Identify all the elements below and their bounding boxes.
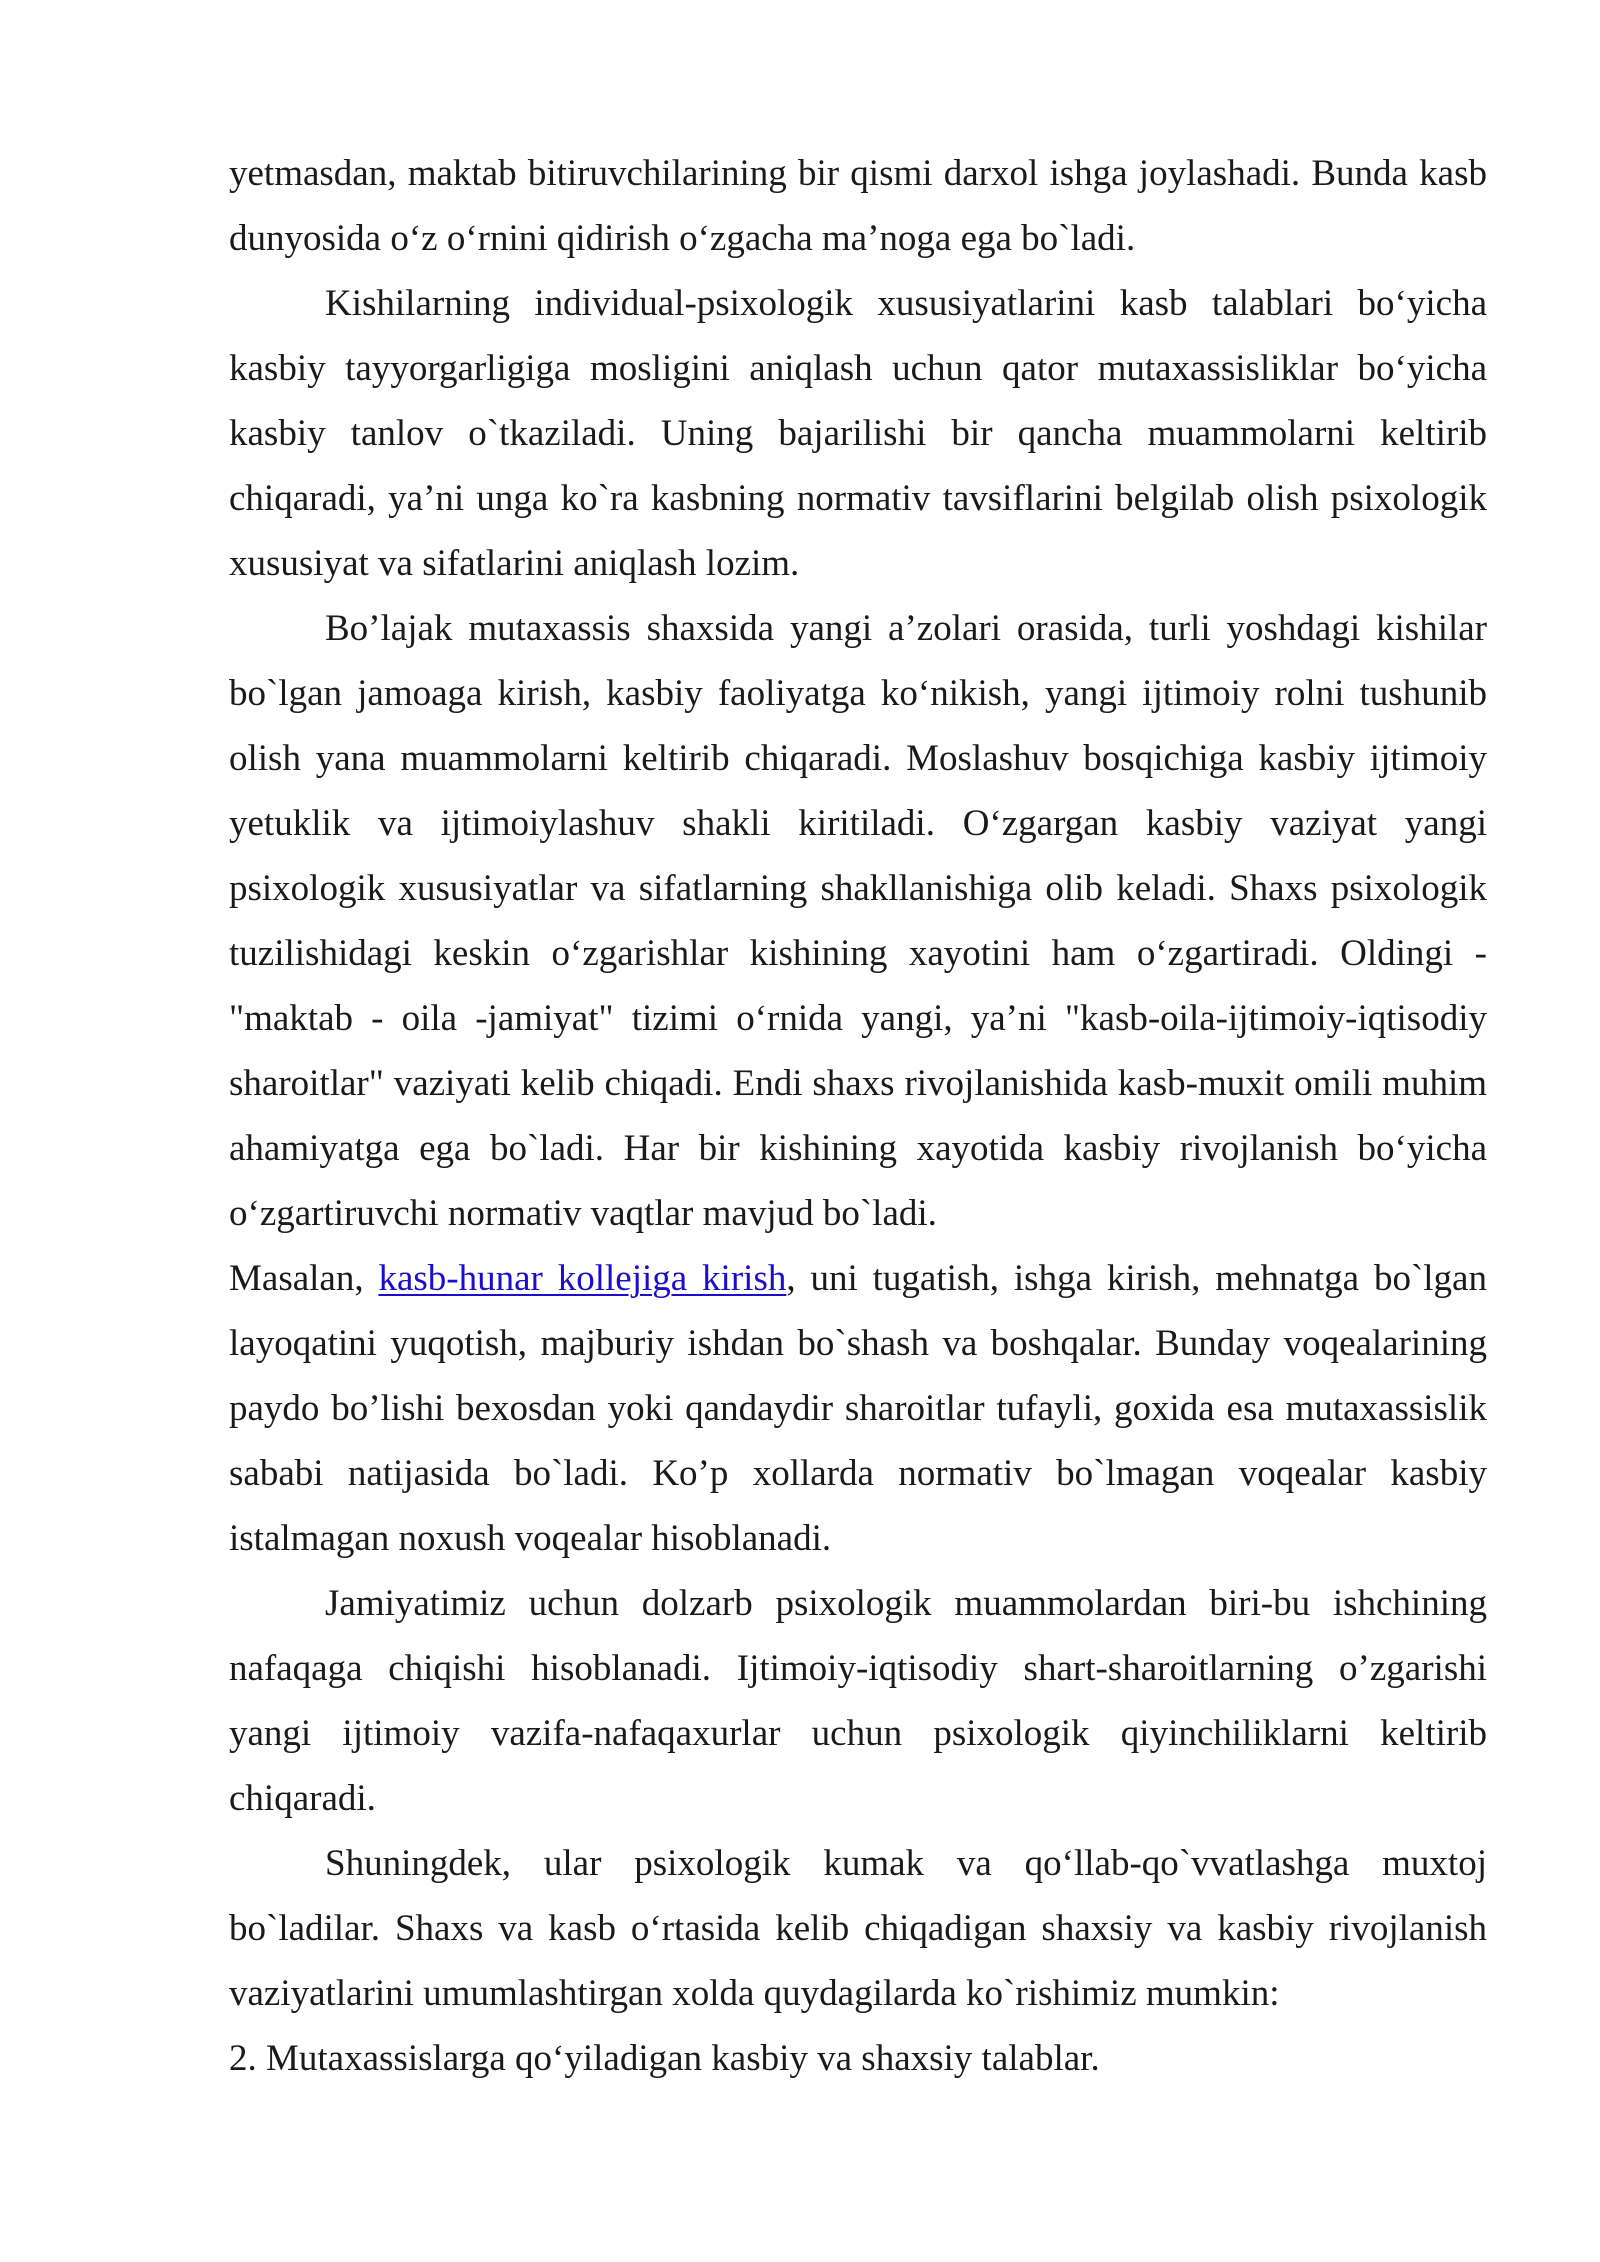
document-page — [229, 141, 1487, 2091]
paragraph-future-specialist: Bo’lajak mutaxassis shaxsida yangi a’zolari orasida, turli yoshdagi kishilar bo`lgan jamoaga kirish, kasbiy faoliyatga ko‘nikish, yangi ijtimoiy rolni tushunib olish yana muammolarni keltirib chiqaradi. Moslashuv bosqichiga kasbiy ijtimoiy yetuklik va ijtimoiylashuv shakli kiritiladi. O‘zgargan kasbiy vaziyat yangi psixologik xususiyatlar va sifatlarning shakllanishiga olib keladi. Shaxs psixologik tuzilishidagi keskin o‘zgarishlar kishining xayotini ham o‘zgartiradi. Oldingi - "maktab - oila -jamiyat" tizimi o‘rnida yangi, ya’ni "kasb-oila-ijtimoiy-iqtisodiy sharoitlar" vaziyati kelib chiqadi. Endi shaxs rivojlanishida kasb-muxit omili muhim ahamiyatga ega bo`ladi. Har bir kishining xayotida kasbiy rivojlanish bo‘yicha o‘zgartiruvchi normativ vaqtlar mavjud bo`ladi. — [229, 608, 1487, 1234]
paragraph-support: Shuningdek, ular psixologik kumak va qo‘llab-qo`vvatlashga muxtoj bo`ladilar. Shaxs va kasb o‘rtasida kelib chiqadigan shaxsiy va kasbiy rivojlanish vaziyatlarini umumlashtirgan xolda quydagilarda ko`rishimiz mumkin: — [229, 1843, 1487, 2014]
example-lead-text: Masalan, — [229, 1258, 379, 1299]
college-admission-link[interactable]: kasb-hunar kollejiga kirish — [378, 1258, 787, 1299]
paragraph-example — [229, 1246, 1487, 1571]
paragraph-intro-continuation: yetmasdan, maktab bitiruvchilarining bir qismi darxol ishga joylashadi. Bunda kasb dunyosida o‘z o‘rnini qidirish o‘zgacha ma’noga ega bo`ladi. — [229, 153, 1487, 259]
example-rest-text: , uni tugatish, ishga kirish, mehnatga bo`lgan layoqatini yuqotish, majburiy ishdan bo`shash va boshqalar. Bunday voqealarining paydo bo’lishi bexosdan yoki qandaydir sharoitlar tufayli, goxida esa mutaxassislik sababi natijasida bo`ladi. Ko’p xollarda normativ bo`lmagan voqealar kasbiy istalmagan noxush voqealar hisoblanadi. — [229, 1258, 1487, 1559]
list-item-requirements: 2. Mutaxassislarga qo‘yiladigan kasbiy va shaxsiy talablar. — [229, 2038, 1100, 2079]
paragraph-professional-selection: Kishilarning individual-psixologik xususiyatlarini kasb talablari bo‘yicha kasbiy tayyorgarligiga mosligini aniqlash uchun qator mutaxassisliklar bo‘yicha kasbiy tanlov o`tkaziladi. Uning bajarilishi bir qancha muammolarni keltirib chiqaradi, ya’ni unga ko`ra kasbning normativ tavsiflarini belgilab olish psixologik xususiyat va sifatlarini aniqlash lozim. — [229, 283, 1487, 584]
paragraph-retirement: Jamiyatimiz uchun dolzarb psixologik muammolardan biri-bu ishchining nafaqaga chiqishi hisoblanadi. Ijtimoiy-iqtisodiy shart-sharoitlarning o’zgarishi yangi ijtimoiy vazifa-nafaqaxurlar uchun psixologik qiyinchiliklarni keltirib chiqaradi. — [229, 1583, 1487, 1819]
